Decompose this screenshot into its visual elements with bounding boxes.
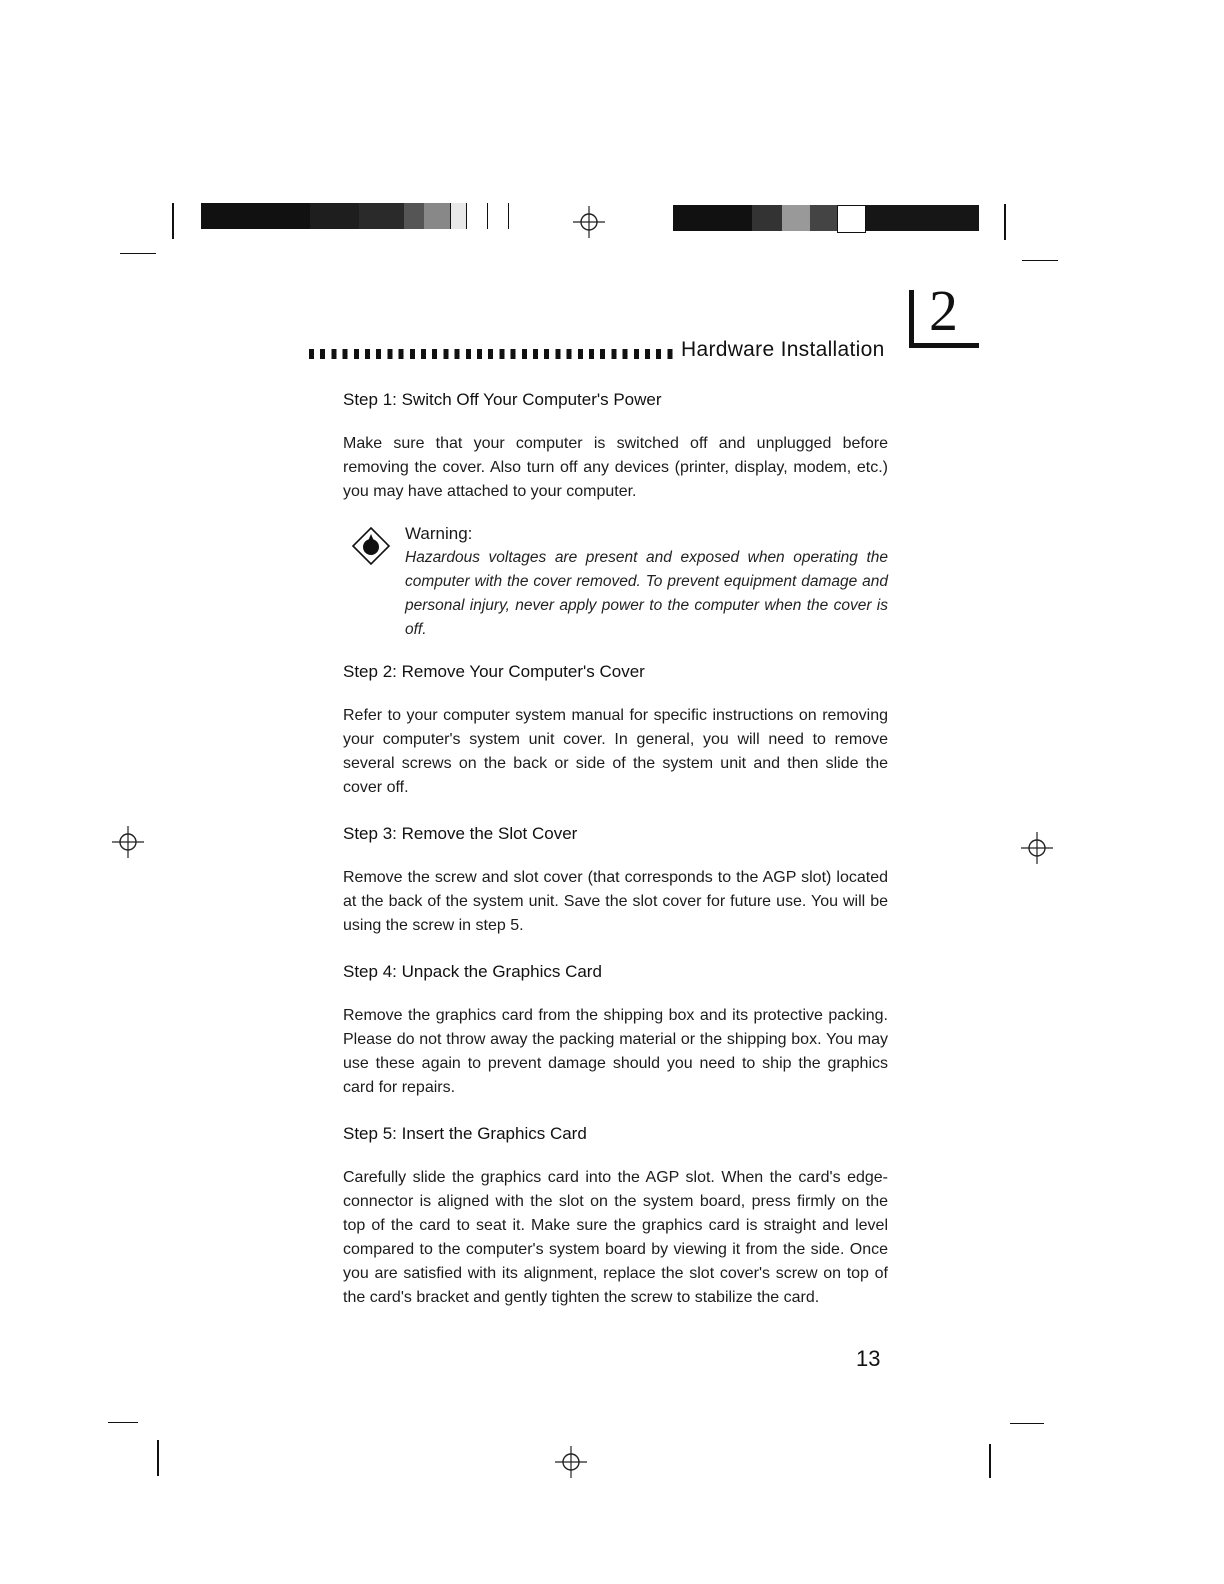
registration-mark-icon [110,824,146,860]
calibration-strip-right [673,205,979,231]
chapter-tab-rule [909,343,979,348]
step-text: Remove the graphics card from the shipping box and its protective packing. Please do not throw away the packing material or the shipping box. You may use these again to prevent damage should you need to ship the graphics card for repairs. [343,1007,888,1096]
warning-box [343,524,888,642]
crop-mark [120,253,156,254]
registration-mark-icon [1019,830,1055,866]
crop-mark [108,1422,138,1423]
step-title: Step 2: Remove Your Computer's Cover [343,662,645,681]
header-dot-rule [309,349,673,359]
registration-mark-icon [553,1444,589,1480]
section-title: Hardware Installation [681,338,885,361]
crop-mark [172,203,174,239]
step-text: Carefully slide the graphics card into the AGP slot. When the card's edge-connector is aligned with the slot on the system board, press firmly on the top of the card to seat it. Make sure the graphics card is straight and level compared to the computer's system board by viewing it from the side. Once you are satisfied with its alignment, replace the slot cover's screw on top of the card's bracket and gently tighten the screw to stabilize the card. [343,1169,888,1306]
step-title: Step 5: Insert the Graphics Card [343,1124,587,1143]
step-text: Remove the screw and slot cover (that corresponds to the AGP slot) located at the back of the system unit. Save the slot cover for future use. You will be using the screw in step 5. [343,869,888,934]
crop-mark [1004,204,1006,240]
chapter-tab [909,278,979,348]
step-text: Make sure that your computer is switched off and unplugged before removing the cover. Also turn off any devices (printer, display, modem, etc.) you may have attached to your computer. [343,435,888,500]
warning-icon [351,526,391,566]
step-title: Step 1: Switch Off Your Computer's Power [343,390,662,409]
chapter-tab-bar [909,290,914,348]
crop-mark [1022,260,1058,261]
crop-mark [1010,1423,1044,1424]
chapter-number: 2 [929,278,958,343]
warning-text: Hazardous voltages are present and exposed when operating the computer with the cover removed. To prevent equipment damage and personal injury, never apply power to the computer when the cover is off. [405,549,888,638]
warning-label: Warning: [405,524,473,543]
registration-mark-icon [571,204,607,240]
page-content [343,390,888,1334]
page-number: 13 [856,1346,881,1371]
calibration-strip-left [201,203,509,229]
step-text: Refer to your computer system manual for specific instructions on removing your computer's system unit cover. In general, you will need to remove several screws on the back or side of the system unit and then slide the cover off. [343,707,888,796]
step-title: Step 4: Unpack the Graphics Card [343,962,602,981]
step-title: Step 3: Remove the Slot Cover [343,824,578,843]
crop-mark [989,1444,991,1478]
crop-mark [157,1440,159,1476]
